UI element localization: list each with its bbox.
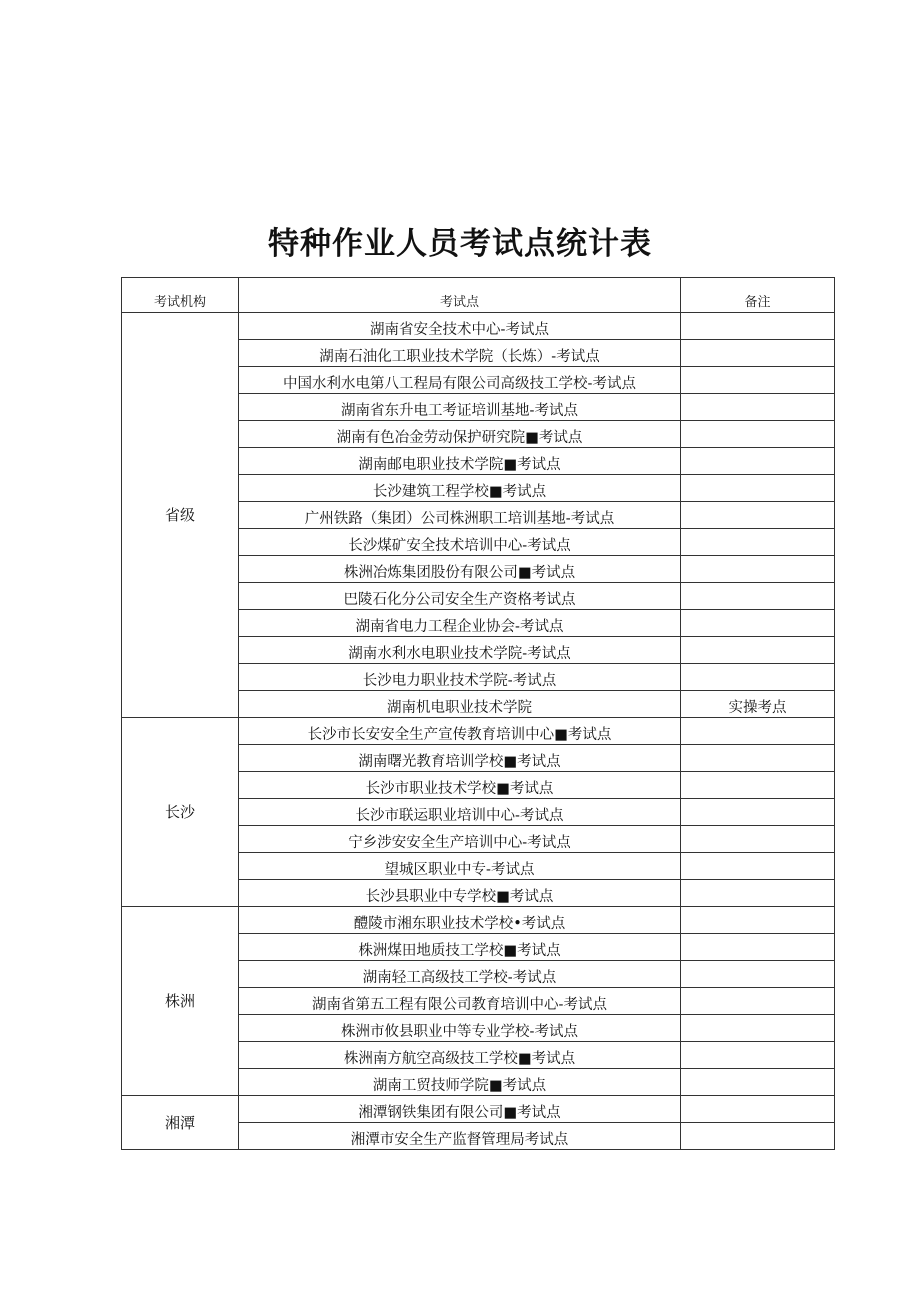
site-cell: 湘潭钢铁集团有限公司■考试点: [239, 1096, 681, 1123]
table-row: [122, 907, 835, 934]
header-org: 考试机构: [122, 278, 239, 313]
site-cell: 长沙市职业技术学校■考试点: [239, 772, 681, 799]
note-cell: [681, 340, 835, 367]
site-cell: 长沙市联运职业培训中心-考试点: [239, 799, 681, 826]
note-cell: [681, 1069, 835, 1096]
note-cell: [681, 799, 835, 826]
note-cell: [681, 1123, 835, 1150]
note-cell: [681, 1042, 835, 1069]
table-row: [122, 718, 835, 745]
header-site: 考试点: [239, 278, 681, 313]
site-cell: 湖南石油化工职业技术学院（长炼）-考试点: [239, 340, 681, 367]
note-cell: [681, 853, 835, 880]
note-cell: [681, 1015, 835, 1042]
exam-site-table: [121, 277, 835, 1150]
note-cell: [681, 1096, 835, 1123]
note-cell: [681, 637, 835, 664]
site-cell: 长沙建筑工程学校■考试点: [239, 475, 681, 502]
site-cell: 株洲市攸县职业中等专业学校-考试点: [239, 1015, 681, 1042]
site-cell: 长沙煤矿安全技术培训中心-考试点: [239, 529, 681, 556]
region-cell: 省级: [122, 313, 239, 718]
site-cell: 株洲南方航空高级技工学校■考试点: [239, 1042, 681, 1069]
site-cell: 湖南省安全技术中心-考试点: [239, 313, 681, 340]
note-cell: [681, 421, 835, 448]
note-cell: [681, 475, 835, 502]
note-cell: [681, 907, 835, 934]
table-row: [122, 313, 835, 340]
site-cell: 湖南省第五工程有限公司教育培训中心-考试点: [239, 988, 681, 1015]
site-cell: 湖南轻工高级技工学校-考试点: [239, 961, 681, 988]
site-cell: 长沙市长安安全生产宣传教育培训中心■考试点: [239, 718, 681, 745]
note-cell: [681, 988, 835, 1015]
note-cell: [681, 718, 835, 745]
site-cell: 望城区职业中专-考试点: [239, 853, 681, 880]
note-cell: [681, 502, 835, 529]
note-cell: [681, 826, 835, 853]
note-cell: [681, 394, 835, 421]
region-cell: 湘潭: [122, 1096, 239, 1150]
note-cell: [681, 583, 835, 610]
table-header-row: [122, 278, 835, 313]
site-cell: 湖南曙光教育培训学校■考试点: [239, 745, 681, 772]
note-cell: [681, 367, 835, 394]
note-cell: [681, 745, 835, 772]
site-cell: 湖南邮电职业技术学院■考试点: [239, 448, 681, 475]
site-cell: 湖南省电力工程企业协会-考试点: [239, 610, 681, 637]
site-cell: 宁乡涉安安全生产培训中心-考试点: [239, 826, 681, 853]
region-cell: 株洲: [122, 907, 239, 1096]
site-cell: 长沙县职业中专学校■考试点: [239, 880, 681, 907]
site-cell: 湘潭市安全生产监督管理局考试点: [239, 1123, 681, 1150]
site-cell: 湖南有色冶金劳动保护研究院■考试点: [239, 421, 681, 448]
region-cell: 长沙: [122, 718, 239, 907]
document-title: 特种作业人员考试点统计表: [268, 226, 652, 262]
note-cell: [681, 313, 835, 340]
site-cell: 湖南工贸技师学院■考试点: [239, 1069, 681, 1096]
note-cell: 实操考点: [681, 691, 835, 718]
site-cell: 湖南水利水电职业技术学院-考试点: [239, 637, 681, 664]
header-note: 备注: [681, 278, 835, 313]
note-cell: [681, 556, 835, 583]
note-cell: [681, 448, 835, 475]
note-cell: [681, 880, 835, 907]
site-cell: 广州铁路（集团）公司株洲职工培训基地-考试点: [239, 502, 681, 529]
note-cell: [681, 664, 835, 691]
table-row: [122, 1096, 835, 1123]
site-cell: 株洲冶炼集团股份有限公司■考试点: [239, 556, 681, 583]
note-cell: [681, 961, 835, 988]
note-cell: [681, 772, 835, 799]
site-cell: 巴陵石化分公司安全生产资格考试点: [239, 583, 681, 610]
site-cell: 长沙电力职业技术学院-考试点: [239, 664, 681, 691]
note-cell: [681, 934, 835, 961]
table-body: [122, 313, 835, 1150]
site-cell: 湖南机电职业技术学院: [239, 691, 681, 718]
site-cell: 醴陵市湘东职业技术学校•考试点: [239, 907, 681, 934]
note-cell: [681, 529, 835, 556]
site-cell: 湖南省东升电工考证培训基地-考试点: [239, 394, 681, 421]
note-cell: [681, 610, 835, 637]
site-cell: 株洲煤田地质技工学校■考试点: [239, 934, 681, 961]
site-cell: 中国水利水电第八工程局有限公司高级技工学校-考试点: [239, 367, 681, 394]
